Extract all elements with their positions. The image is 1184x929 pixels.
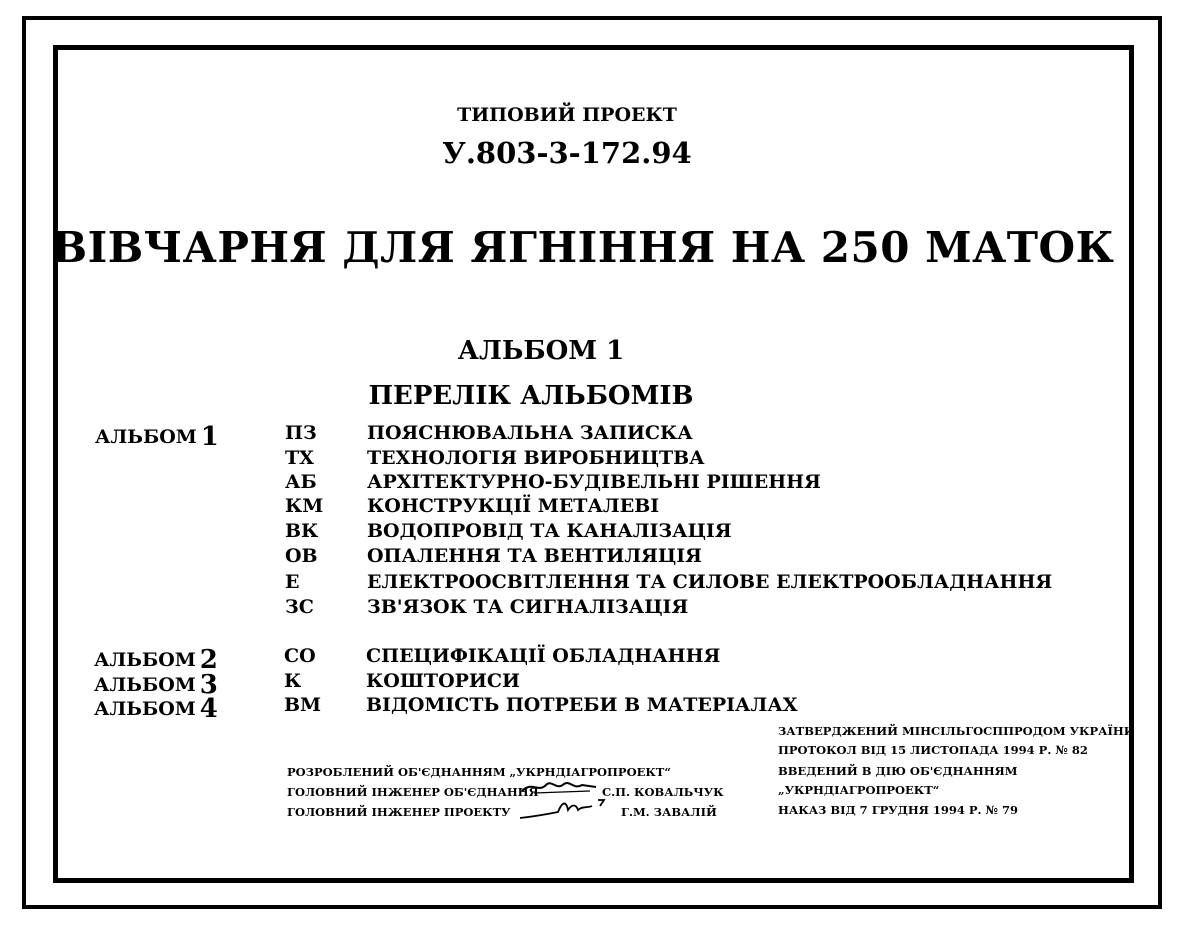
album-number: 1 [200, 422, 219, 452]
approval-line-4: „УКРНДІАГРОПРОЕКТ“ [778, 783, 940, 797]
document-title: ВІВЧАРНЯ ДЛЯ ЯГНІННЯ НА 250 МАТОК [51, 223, 1115, 272]
approval-line-2: ПРОТОКОЛ ВІД 15 ЛИСТОПАДА 1994 Р. № 82 [778, 743, 1088, 757]
project-engineer-name: Г.М. ЗАВАЛІЙ [621, 805, 717, 819]
approval-line-5: НАКАЗ ВІД 7 ГРУДНЯ 1994 Р. № 79 [778, 803, 1019, 817]
project-engineer-label: ГОЛОВНИЙ ІНЖЕНЕР ПРОЕКТУ [287, 805, 511, 819]
chief-engineer-name: С.П. КОВАЛЬЧУК [602, 785, 724, 799]
album-section-code: СО [284, 645, 316, 667]
album-section-code: ПЗ [285, 422, 317, 444]
album-section-code: ВК [285, 520, 319, 542]
album-section-code: ВМ [284, 694, 322, 716]
album-section-code: ТХ [285, 447, 314, 469]
approval-line-3: ВВЕДЕНИЙ В ДІЮ ОБ'ЄДНАННЯМ [778, 764, 1018, 778]
album-section-name: ЕЛЕКТРООСВІТЛЕННЯ ТА СИЛОВЕ ЕЛЕКТРООБЛАДНАННЯ [367, 571, 1053, 593]
chief-engineer-signature [520, 775, 600, 797]
album-number-label [94, 694, 218, 724]
album-word: АЛЬБОМ [94, 674, 196, 696]
album-section-name: ВІДОМІСТЬ ПОТРЕБИ В МАТЕРІАЛАХ [366, 694, 798, 716]
album-section-name: КОНСТРУКЦІЇ МЕТАЛЕВІ [367, 495, 660, 517]
type-label: ТИПОВИЙ ПРОЕКТ [457, 104, 677, 126]
album-number: 3 [199, 670, 218, 700]
album-section-code: К [284, 670, 302, 692]
album-word: АЛЬБОМ [95, 426, 197, 448]
project-code: У.803-3-172.94 [442, 136, 692, 170]
album-number: 2 [199, 645, 218, 675]
album-section-code: ЗС [285, 596, 314, 618]
developer-line: РОЗРОБЛЕНИЙ ОБ'ЄДНАННЯМ „УКРНДІАГРОПРОЕКТ“ [287, 765, 671, 779]
chief-engineer-label: ГОЛОВНИЙ ІНЖЕНЕР ОБ'ЄДНАННЯ [287, 785, 539, 799]
album-section-name: ТЕХНОЛОГІЯ ВИРОБНИЦТВА [367, 447, 705, 469]
album-section-code: АБ [285, 471, 317, 493]
album-section-name: ВОДОПРОВІД ТА КАНАЛІЗАЦІЯ [367, 520, 732, 542]
album-section-code: КМ [285, 495, 324, 517]
album-word: АЛЬБОМ [94, 649, 196, 671]
album-section-code: Е [285, 571, 300, 593]
album-section-name: АРХІТЕКТУРНО-БУДІВЕЛЬНІ РІШЕННЯ [367, 471, 821, 493]
album-section-name: ЗВ'ЯЗОК ТА СИГНАЛІЗАЦІЯ [367, 596, 689, 618]
album-label: АЛЬБОМ 1 [457, 336, 625, 366]
album-section-name: ОПАЛЕННЯ ТА ВЕНТИЛЯЦІЯ [367, 545, 702, 567]
album-section-code: ОВ [285, 545, 318, 567]
album-list-title: ПЕРЕЛІК АЛЬБОМІВ [368, 381, 694, 411]
album-word: АЛЬБОМ [94, 698, 196, 720]
album-section-name: ПОЯСНЮВАЛЬНА ЗАПИСКА [367, 422, 693, 444]
album-section-name: СПЕЦИФІКАЦІЇ ОБЛАДНАННЯ [366, 645, 721, 667]
album-section-name: КОШТОРИСИ [366, 670, 520, 692]
project-engineer-signature [518, 796, 618, 822]
album-number-label [95, 422, 219, 452]
approval-line-1: ЗАТВЕРДЖЕНИЙ МІНСІЛЬГОСППРОДОМ УКРАЇНИ [778, 724, 1135, 738]
album-number: 4 [199, 694, 218, 724]
